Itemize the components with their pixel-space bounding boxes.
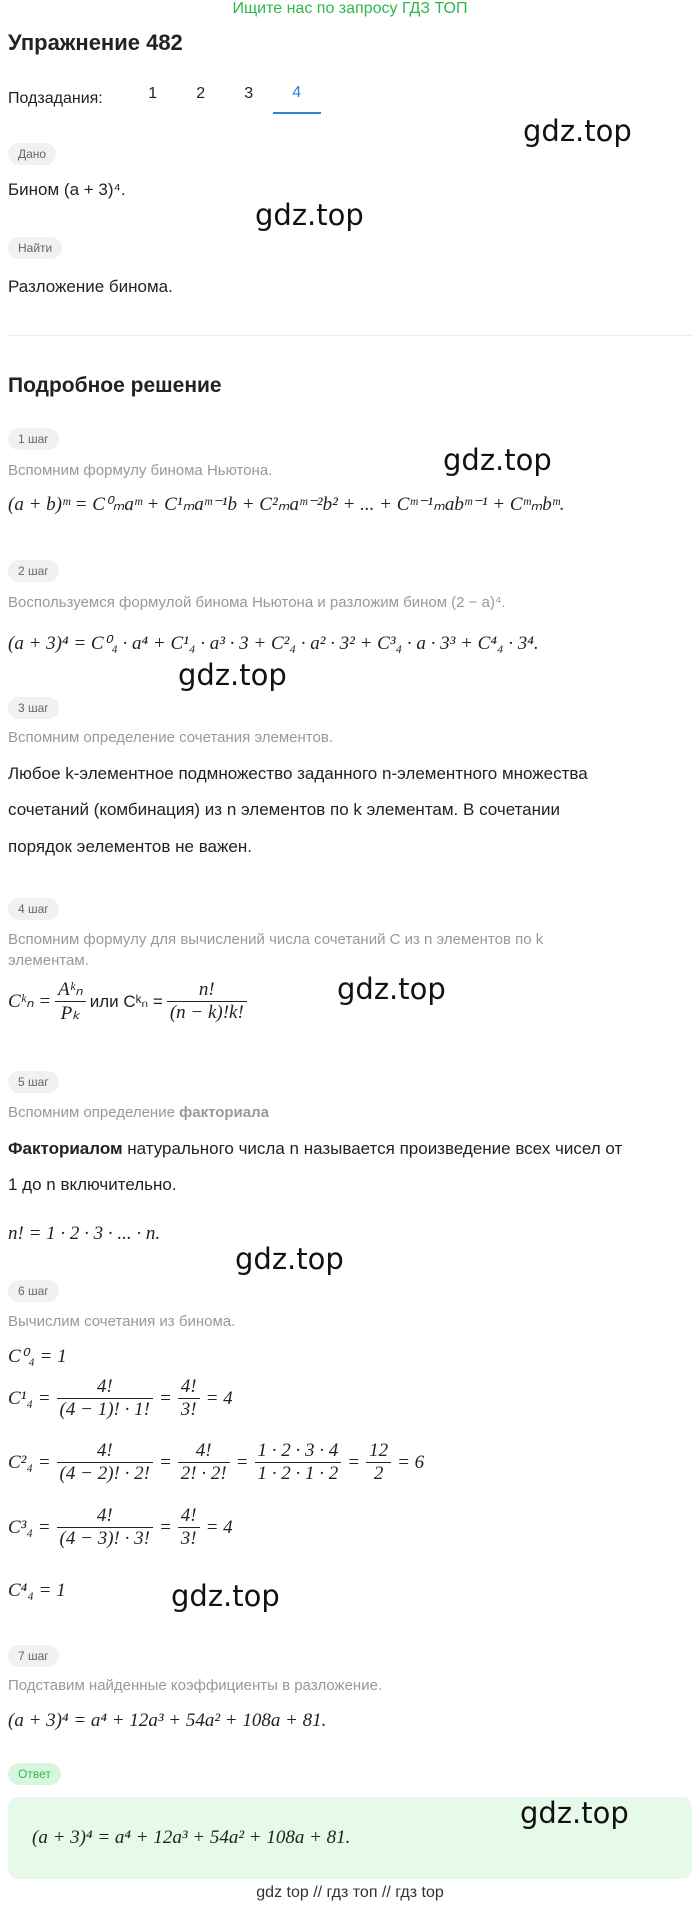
fraction-numerator: 12 [366, 1440, 391, 1463]
step-formula: (a + 3)⁴ = a⁴ + 12a³ + 54a² + 108a + 81. [8, 1710, 327, 1731]
fraction-denominator: 3! [180, 1528, 197, 1549]
fraction-denominator: 3! [180, 1399, 197, 1420]
given-text: Бином (a + 3)⁴. [8, 180, 126, 199]
fraction [178, 1505, 200, 1550]
fraction-denominator: (4 − 1)! · 1! [59, 1399, 150, 1420]
tab-subtask-3[interactable]: 3 [244, 85, 254, 102]
fraction [167, 979, 247, 1024]
subtasks-label: Подзадания: [8, 90, 103, 107]
watermark: gdz.top [520, 1796, 629, 1830]
fraction [255, 1440, 342, 1485]
find-badge: Найти [8, 237, 62, 259]
step-badge: 3 шаг [8, 697, 59, 719]
step-description: Воспользуемся формулой бинома Ньютона и разложим бином (2 − a)⁴. [8, 594, 506, 611]
combination-c0: C⁰₄ = 1 [8, 1346, 67, 1367]
fraction-denominator: 2! · 2! [180, 1463, 227, 1484]
formula-part: C²₄ = [8, 1451, 51, 1473]
fraction-denominator: 1 · 2 · 1 · 2 [257, 1463, 339, 1484]
formula-part: Cᵏₙ = [8, 991, 52, 1012]
fraction [57, 1376, 153, 1421]
step-badge: 2 шаг [8, 560, 59, 582]
fraction-denominator: (4 − 2)! · 2! [59, 1463, 150, 1484]
page-title: Упражнение 482 [8, 30, 183, 55]
fraction-numerator: 4! [57, 1440, 153, 1463]
fraction [178, 1440, 230, 1485]
step-description: элементам. [8, 952, 89, 969]
step-description: Вспомним формулу бинома Ньютона. [8, 462, 273, 479]
definition-text: натурального числа n называется произведение всех чисел от [122, 1139, 623, 1158]
fraction-numerator: 4! [57, 1505, 153, 1528]
definition-line: порядок эелементов не важен. [8, 837, 252, 856]
fraction-numerator: 1 · 2 · 3 · 4 [255, 1440, 342, 1463]
step-formula: n! = 1 · 2 · 3 · ... · n. [8, 1223, 161, 1244]
fraction-denominator: 2 [373, 1463, 384, 1484]
formula-part: = [158, 1451, 172, 1473]
step-description: Вспомним определение сочетания элементов. [8, 729, 333, 746]
formula-part: = [347, 1451, 361, 1473]
fraction-denominator: Pₖ [60, 1003, 81, 1024]
fraction-numerator: 4! [178, 1376, 200, 1399]
search-banner: Ищите нас по запросу ГДЗ ТОП [232, 0, 468, 17]
fraction [57, 1505, 153, 1550]
step-description: Подставим найденные коэффициенты в разложение. [8, 1677, 383, 1694]
fraction-denominator: (4 − 3)! · 3! [59, 1528, 150, 1549]
step-formula: (a + b)ᵐ = C⁰ₘaᵐ + C¹ₘaᵐ⁻¹b + C²ₘaᵐ⁻²b² + ... + Cᵐ⁻¹ₘabᵐ⁻¹ + Cᵐₘbᵐ. [8, 494, 565, 515]
combination-c2 [8, 1440, 424, 1485]
formula-part: = [158, 1387, 172, 1409]
definition-line [8, 1139, 622, 1159]
fraction [366, 1440, 391, 1485]
answer-badge: Ответ [8, 1763, 61, 1785]
formula-part: C³₄ = [8, 1516, 51, 1538]
fraction [55, 978, 86, 1025]
fraction-numerator: 4! [178, 1440, 230, 1463]
answer-formula: (a + 3)⁴ = a⁴ + 12a³ + 54a² + 108a + 81. [32, 1827, 351, 1848]
definition-bold: Факториалом [8, 1139, 123, 1158]
step-description: Вычислим сочетания из бинома. [8, 1313, 236, 1330]
fraction-denominator: (n − k)!k! [169, 1002, 244, 1023]
formula-part: = [158, 1516, 172, 1538]
combination-c4: C⁴₄ = 1 [8, 1580, 66, 1601]
description-bold: факториала [179, 1104, 269, 1121]
definition-line: 1 до n включительно. [8, 1175, 177, 1194]
tab-subtask-4[interactable]: 4 [273, 84, 321, 114]
combination-c1 [8, 1376, 233, 1421]
watermark: gdz.top [171, 1579, 280, 1613]
tab-subtask-1[interactable]: 1 [148, 85, 158, 102]
tab-subtask-2[interactable]: 2 [196, 85, 206, 102]
combination-c3 [8, 1505, 233, 1550]
watermark: gdz.top [523, 114, 632, 148]
watermark: gdz.top [337, 972, 446, 1006]
fraction-numerator: n! [167, 979, 247, 1002]
watermark: gdz.top [178, 658, 287, 692]
formula-part: = [235, 1451, 249, 1473]
formula-part: или Cᵏₙ = [89, 991, 163, 1011]
description-text: Вспомним определение [8, 1104, 180, 1121]
formula-part: = 6 [397, 1451, 425, 1473]
fraction-numerator: 4! [178, 1505, 200, 1528]
fraction-numerator: Aᵏₙ [55, 978, 86, 1002]
watermark: gdz.top [255, 198, 364, 232]
fraction [57, 1440, 153, 1485]
divider [8, 335, 692, 336]
step-badge: 5 шаг [8, 1071, 59, 1093]
step-formula: (a + 3)⁴ = C⁰₄ · a⁴ + C¹₄ · a³ · 3 + C²₄ · a² · 3² + C³₄ · a · 3³ + C⁴₄ · 3⁴. [8, 633, 539, 654]
fraction [178, 1376, 200, 1421]
given-badge: Дано [8, 143, 56, 165]
watermark: gdz.top [235, 1242, 344, 1276]
definition-line: Любое k-элементное подмножество заданного n-элементного множества [8, 764, 588, 783]
solution-title: Подробное решение [8, 374, 222, 397]
subtasks-nav [8, 84, 321, 114]
step-description: Вспомним формулу для вычислений числа сочетаний C из n элементов по k [8, 931, 544, 948]
formula-part: C¹₄ = [8, 1387, 51, 1409]
step-badge: 7 шаг [8, 1645, 59, 1667]
fraction-numerator: 4! [57, 1376, 153, 1399]
formula-part: = 4 [205, 1387, 233, 1409]
step-badge: 4 шаг [8, 898, 59, 920]
formula-part: = 4 [205, 1516, 233, 1538]
watermark: gdz.top [443, 443, 552, 477]
combination-formula [8, 978, 247, 1025]
step-badge: 1 шаг [8, 428, 59, 450]
footer-links[interactable]: gdz top // гдз топ // гдз top [256, 1884, 444, 1901]
find-text: Разложение бинома. [8, 277, 173, 296]
step-description [8, 1104, 269, 1121]
definition-line: сочетаний (комбинация) из n элементов по k элементам. В сочетании [8, 800, 561, 819]
step-badge: 6 шаг [8, 1280, 59, 1302]
